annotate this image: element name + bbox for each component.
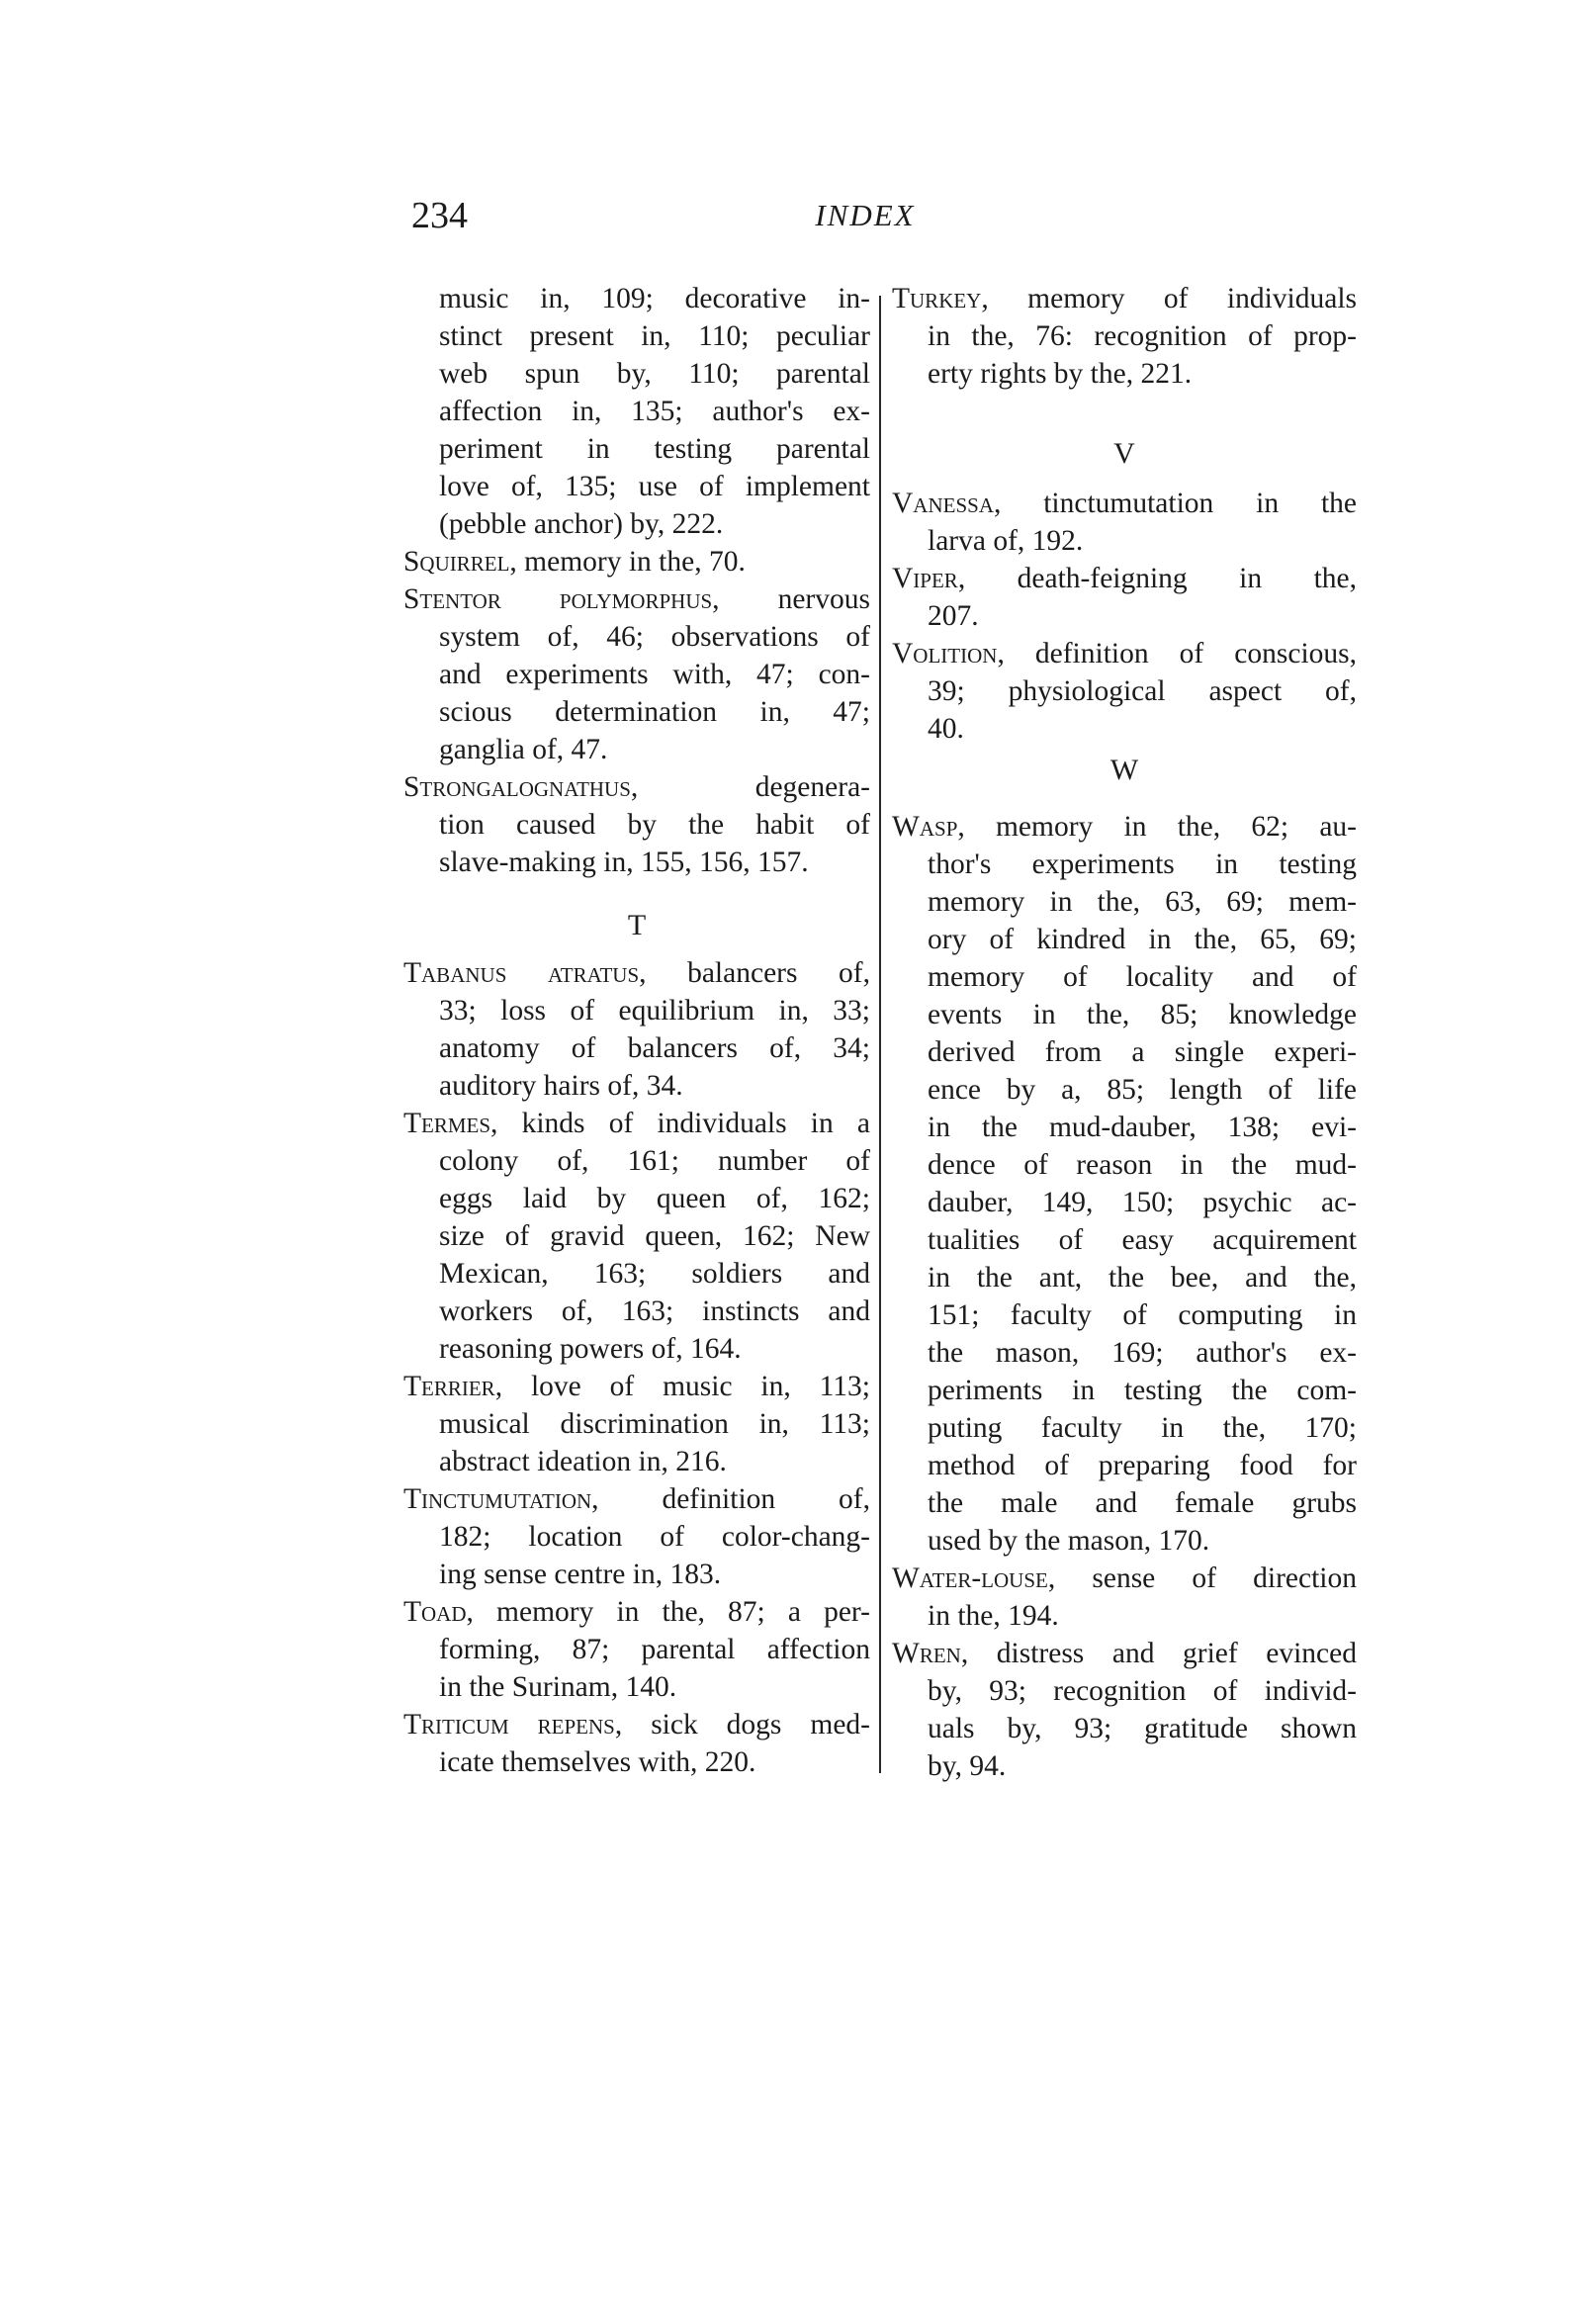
- entry-headword: Termes: [403, 1108, 491, 1139]
- entry-text: (pebble anchor) by, 222.: [439, 508, 724, 540]
- index-entry: [892, 280, 1357, 393]
- index-line: [892, 846, 1357, 883]
- index-line: [403, 580, 870, 618]
- entry-text: web spun by, 110; parental: [439, 358, 870, 390]
- entry-text: music in, 109; decorative in-: [439, 283, 870, 314]
- entry-text: in the mud-dauber, 138; evi-: [928, 1112, 1357, 1143]
- index-line: [403, 1706, 870, 1743]
- entry-text: by, 94.: [928, 1750, 1007, 1782]
- index-column-right: [892, 280, 1357, 1785]
- entry-text: icate themselves with, 220.: [439, 1746, 756, 1778]
- entry-text: by, 93; recognition of individ-: [928, 1675, 1357, 1707]
- entry-headword: Viper: [892, 563, 958, 594]
- entry-text: 207.: [928, 600, 979, 632]
- entry-text: tion caused by the habit of: [439, 809, 870, 841]
- section-letter-heading: W: [1109, 754, 1139, 786]
- entry-text: , distress and grief evinced: [960, 1638, 1357, 1669]
- entry-headword: Wren: [892, 1638, 961, 1669]
- index-line: [892, 280, 1357, 317]
- entry-text: , memory in the, 87; a per-: [466, 1596, 870, 1628]
- index-line: [892, 1597, 1357, 1635]
- index-line: [403, 1105, 870, 1142]
- entry-text: in the Surinam, 140.: [439, 1671, 677, 1703]
- section-letter-heading: V: [1113, 437, 1135, 470]
- entry-headword: Wasp: [892, 811, 958, 843]
- index-line: [892, 1409, 1357, 1447]
- index-line: [403, 1180, 870, 1217]
- entry-text: affection in, 135; author's ex-: [439, 396, 870, 427]
- entry-text: workers of, 163; instincts and: [439, 1295, 870, 1327]
- index-line: [403, 1405, 870, 1443]
- entry-text: 182; location of color-chang-: [439, 1521, 870, 1553]
- index-line: [892, 1672, 1357, 1710]
- entry-headword: Strongalognathus: [403, 771, 631, 803]
- entry-headword: Tabanus atratus: [403, 957, 640, 989]
- index-entry: [892, 560, 1357, 635]
- index-line: [403, 992, 870, 1029]
- index-line: [403, 618, 870, 656]
- index-line: [892, 808, 1357, 846]
- entry-text: memory in the, 63, 69; mem-: [928, 886, 1357, 918]
- entry-text: method of preparing food for: [928, 1450, 1357, 1481]
- index-line: [403, 731, 870, 768]
- index-line: [892, 1447, 1357, 1484]
- entry-headword: Turkey: [892, 283, 982, 314]
- entry-text: 151; faculty of computing in: [928, 1299, 1357, 1331]
- index-entry: [403, 580, 870, 768]
- index-line: [403, 1142, 870, 1180]
- entry-headword: Triticum repens: [403, 1709, 615, 1740]
- section-letter-heading: T: [627, 909, 647, 941]
- index-line: [892, 1221, 1357, 1259]
- index-line: [403, 1293, 870, 1330]
- entry-text: , degenera-: [630, 771, 870, 803]
- entry-text: Mexican, 163; soldiers and: [439, 1258, 870, 1290]
- index-line: [892, 597, 1357, 635]
- entry-text: , tinctumutation in the: [994, 488, 1357, 519]
- entry-text: in the, 76: recognition of prop-: [928, 320, 1357, 352]
- entry-text: puting faculty in the, 170;: [928, 1412, 1357, 1444]
- index-line: [403, 468, 870, 505]
- entry-headword: Volition: [892, 638, 998, 669]
- entry-text: slave-making in, 155, 156, 157.: [439, 847, 809, 878]
- index-line: [403, 954, 870, 992]
- entry-text: dauber, 149, 150; psychic ac-: [928, 1187, 1357, 1218]
- index-line: [892, 958, 1357, 996]
- entry-text: used by the mason, 170.: [928, 1525, 1210, 1557]
- entry-text: , memory of individuals: [981, 283, 1357, 314]
- entry-text: musical discrimination in, 113;: [439, 1408, 870, 1440]
- index-line: [403, 1330, 870, 1368]
- index-entry: [403, 1368, 870, 1480]
- index-line: [403, 656, 870, 693]
- index-line: [892, 1071, 1357, 1109]
- entry-text: larva of, 192.: [928, 525, 1084, 557]
- entry-text: derived from a single experi-: [928, 1036, 1357, 1068]
- index-entry: [892, 808, 1357, 1560]
- index-line: [403, 1067, 870, 1105]
- index-line: [892, 1296, 1357, 1334]
- entry-text: forming, 87; parental affection: [439, 1634, 870, 1665]
- index-line: [403, 280, 870, 317]
- index-line: [403, 543, 870, 580]
- entry-headword: Stentor polymorphus: [403, 583, 713, 615]
- index-entry: [892, 1560, 1357, 1635]
- index-line: [403, 1480, 870, 1518]
- index-line: [403, 1255, 870, 1293]
- entry-text: and experiments with, 47; con-: [439, 659, 870, 690]
- entry-headword: Vanessa: [892, 488, 994, 519]
- index-line: [403, 1631, 870, 1668]
- column-divider: [879, 296, 881, 1773]
- entry-headword: Tinctumutation: [403, 1483, 592, 1515]
- index-line: [403, 1368, 870, 1405]
- entry-headword: Water-louse: [892, 1562, 1048, 1594]
- entry-text: uals by, 93; gratitude shown: [928, 1713, 1357, 1744]
- entry-text: the mason, 169; author's ex-: [928, 1337, 1357, 1369]
- index-entry: [403, 1593, 870, 1706]
- index-column-left: [403, 280, 870, 1781]
- entry-text: periments in testing the com-: [928, 1375, 1357, 1406]
- index-line: [892, 1259, 1357, 1296]
- index-line: [403, 768, 870, 806]
- index-entry: [403, 1706, 870, 1781]
- index-line: [892, 317, 1357, 355]
- index-entry: [892, 635, 1357, 748]
- index-line: [892, 672, 1357, 710]
- index-entry: [403, 954, 870, 1105]
- entry-text: , kinds of individuals in a: [490, 1108, 870, 1139]
- entry-text: dence of reason in the mud-: [928, 1149, 1357, 1181]
- index-line: [892, 883, 1357, 921]
- entry-headword: Squirrel: [403, 546, 510, 578]
- entry-text: , sick dogs med-: [614, 1709, 870, 1740]
- entry-headword: Toad: [403, 1596, 467, 1628]
- page-number: 234: [411, 195, 468, 236]
- index-line: [892, 1710, 1357, 1747]
- entry-text: 33; loss of equilibrium in, 33;: [439, 995, 870, 1026]
- entry-text: auditory hairs of, 34.: [439, 1070, 683, 1102]
- entry-headword: Terrier: [403, 1371, 495, 1402]
- entry-text: ing sense centre in, 183.: [439, 1559, 722, 1590]
- entry-text: in the ant, the bee, and the,: [928, 1262, 1357, 1294]
- running-head: INDEX: [815, 198, 916, 232]
- index-line: [403, 317, 870, 355]
- index-line: [403, 1217, 870, 1255]
- entry-text: events in the, 85; knowledge: [928, 999, 1357, 1030]
- entry-text: stinct present in, 110; peculiar: [439, 320, 870, 352]
- entry-text: ganglia of, 47.: [439, 734, 608, 765]
- entry-text: system of, 46; observations of: [439, 621, 870, 653]
- entry-text: ence by a, 85; length of life: [928, 1074, 1357, 1106]
- entry-text: , memory in the, 70.: [509, 546, 746, 578]
- entry-text: in the, 194.: [928, 1600, 1059, 1632]
- index-line: [403, 1593, 870, 1631]
- index-line: [403, 1443, 870, 1480]
- index-line: [892, 355, 1357, 393]
- entry-text: colony of, 161; number of: [439, 1145, 870, 1177]
- index-line: [892, 996, 1357, 1033]
- entry-text: , balancers of,: [639, 957, 870, 989]
- index-line: [892, 1033, 1357, 1071]
- index-line: [892, 1146, 1357, 1184]
- index-line: [403, 355, 870, 393]
- entry-text: tualities of easy acquirement: [928, 1224, 1357, 1256]
- index-line: [892, 485, 1357, 522]
- entry-text: , death-feigning in the,: [957, 563, 1357, 594]
- index-entry: [403, 280, 870, 543]
- index-line: [403, 393, 870, 430]
- entry-text: , sense of direction: [1047, 1562, 1357, 1594]
- entry-text: the male and female grubs: [928, 1487, 1357, 1519]
- index-line: [403, 693, 870, 731]
- index-line: [892, 1747, 1357, 1785]
- entry-text: 39; physiological aspect of,: [928, 675, 1357, 707]
- entry-text: abstract ideation in, 216.: [439, 1446, 727, 1477]
- index-line: [892, 1635, 1357, 1672]
- index-line: [403, 1743, 870, 1781]
- index-line: [892, 710, 1357, 748]
- entry-text: periment in testing parental: [439, 433, 870, 465]
- index-line: [403, 1518, 870, 1556]
- entry-text: scious determination in, 47;: [439, 696, 870, 728]
- index-line: [892, 1560, 1357, 1597]
- index-line: [892, 1184, 1357, 1221]
- entry-text: thor's experiments in testing: [928, 848, 1357, 880]
- index-entry: [403, 1105, 870, 1368]
- index-entry: [892, 1635, 1357, 1785]
- entry-text: eggs laid by queen of, 162;: [439, 1183, 870, 1214]
- index-entry: [892, 485, 1357, 560]
- index-line: [892, 921, 1357, 958]
- entry-text: anatomy of balancers of, 34;: [439, 1032, 870, 1064]
- index-line: [892, 1372, 1357, 1409]
- index-line: [403, 1029, 870, 1067]
- entry-text: ory of kindred in the, 65, 69;: [928, 924, 1357, 955]
- index-line: [403, 1668, 870, 1706]
- index-line: [892, 1522, 1357, 1560]
- entry-text: , definition of,: [591, 1483, 870, 1515]
- index-line: [892, 1334, 1357, 1372]
- index-entry: [403, 1480, 870, 1593]
- index-line: [892, 560, 1357, 597]
- entry-text: erty rights by the, 221.: [928, 358, 1193, 390]
- index-entry: [403, 768, 870, 881]
- entry-text: , love of music in, 113;: [494, 1371, 870, 1402]
- entry-text: , definition of conscious,: [997, 638, 1357, 669]
- index-line: [403, 844, 870, 881]
- index-entry: [403, 543, 870, 580]
- index-line: [403, 1556, 870, 1593]
- index-line: [892, 1109, 1357, 1146]
- index-line: [403, 806, 870, 844]
- index-line: [403, 430, 870, 468]
- entry-text: reasoning powers of, 164.: [439, 1333, 742, 1365]
- entry-text: memory of locality and of: [928, 961, 1357, 993]
- index-line: [892, 635, 1357, 672]
- index-line: [892, 522, 1357, 560]
- entry-text: , nervous: [712, 583, 870, 615]
- entry-text: size of gravid queen, 162; New: [439, 1220, 870, 1252]
- entry-text: 40.: [928, 713, 964, 745]
- index-line: [892, 1484, 1357, 1522]
- index-line: [403, 505, 870, 543]
- entry-text: , memory in the, 62; au-: [957, 811, 1357, 843]
- entry-text: love of, 135; use of implement: [439, 471, 870, 502]
